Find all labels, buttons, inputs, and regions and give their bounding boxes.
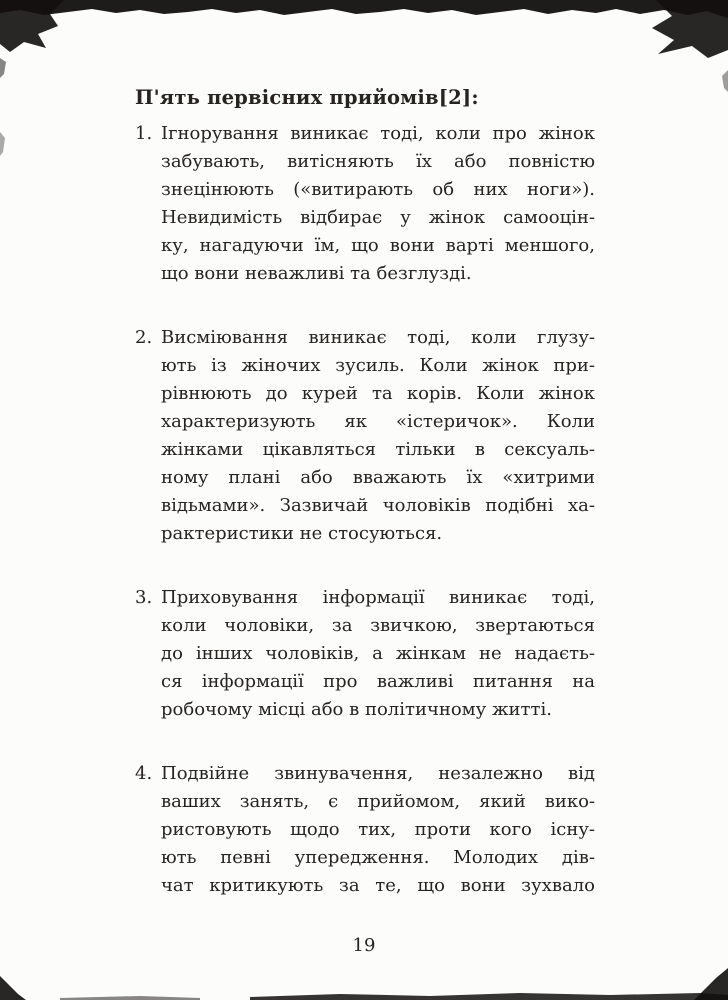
text-line: знецінюють («витирають об них ноги»). <box>161 179 595 200</box>
scan-edge-bottom-streak <box>60 996 200 1000</box>
text-line: відьмами». Зазвичай чоловіків подібні ха- <box>161 495 595 516</box>
list-item-number: 3. <box>135 587 153 608</box>
page-content <box>135 84 595 900</box>
scan-edge-right-mark <box>722 70 728 92</box>
scan-edge-bottom-streak <box>250 993 728 1000</box>
scan-edge-left-mark <box>0 58 6 78</box>
list-item-text <box>161 324 595 548</box>
text-line: жінками цікавляться тільки в сексуаль- <box>161 439 595 460</box>
scan-edge-top <box>0 0 728 18</box>
list-item <box>135 584 595 724</box>
section-heading: П'ять первісних прийомів[2]: <box>135 86 479 109</box>
scan-corner-top-right <box>652 0 728 58</box>
scan-corner-bottom-left <box>0 976 26 1000</box>
text-line: Ігнорування виникає тоді, коли про жінок <box>161 123 595 144</box>
text-line: ваших занять, є прийомом, який вико- <box>161 791 595 812</box>
list-item-text <box>161 120 595 288</box>
text-line: ють із жіночих зусиль. Коли жінок при- <box>161 355 595 376</box>
list-item <box>135 324 595 548</box>
text-line: коли чоловіки, за звичкою, звертаються <box>161 615 595 636</box>
list-item <box>135 120 595 288</box>
list-item-text <box>161 760 595 900</box>
text-line: ють певні упередження. Молодих дів- <box>161 847 595 868</box>
text-line: забувають, витісняють їх або повністю <box>161 151 595 172</box>
text-line: що вони неважливі та безглузді. <box>161 263 472 284</box>
text-line: Висміювання виникає тоді, коли глузу- <box>161 327 595 348</box>
text-line: ному плані або вважають їх «хитрими <box>161 467 595 488</box>
scan-edge-left-mark <box>0 132 5 156</box>
scan-corner-top-left <box>0 0 64 52</box>
text-line: ристовують щодо тих, проти кого існу- <box>161 819 595 840</box>
text-line: чат критикують за те, що вони зухвало <box>161 875 595 896</box>
text-line: Подвійне звинувачення, незалежно від <box>161 763 595 784</box>
text-line: Невидимість відбирає у жінок самооцін- <box>161 207 595 228</box>
page-number: 19 <box>352 935 376 956</box>
text-line: рактеристики не стосуються. <box>161 523 443 544</box>
text-line: Приховування інформації виникає тоді, <box>161 587 595 608</box>
text-line: робочому місці або в політичному житті. <box>161 699 552 720</box>
scan-corner-bottom-right <box>694 968 728 1000</box>
list-item-number: 1. <box>135 123 153 144</box>
list-item-text <box>161 584 595 724</box>
text-line: ся інформації про важливі питання на <box>161 671 595 692</box>
text-line: рівнюють до курей та корів. Коли жінок <box>161 383 595 404</box>
text-line: характеризують як «істеричок». Коли <box>161 411 595 432</box>
list-item-number: 2. <box>135 327 153 348</box>
text-line: ку, нагадуючи їм, що вони варті меншого, <box>161 235 595 256</box>
text-line: до інших чоловіків, а жінкам не надаєть- <box>161 643 595 664</box>
list-item <box>135 760 595 900</box>
list-item-number: 4. <box>135 763 153 784</box>
